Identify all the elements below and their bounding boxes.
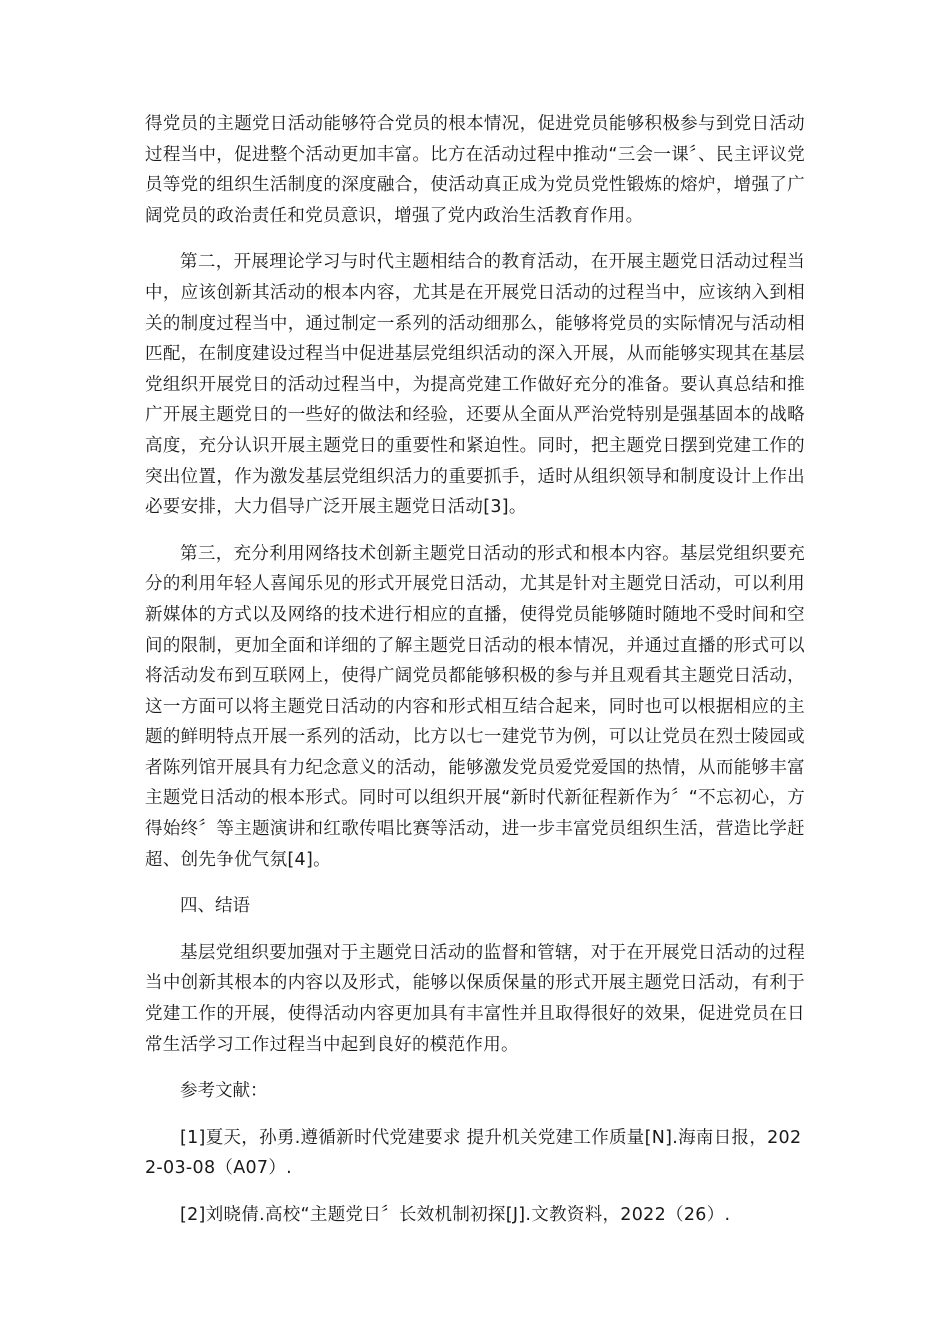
body-paragraph-third: 第三，充分利用网络技术创新主题党日活动的形式和根本内容。基层党组织要充分的利用年轻人喜闻乐见的形式开展党日活动，尤其是针对主题党日活动，可以利用新媒体的方式以及网络的技术进行相应的直播，使得党员能够随时随地不受时间和空间的限制，更加全面和详细的了解主题党日活动的根本情况，并通过直播的形式可以将活动发布到互联网上，使得广阔党员都能够积极的参与并且观看其主题党日活动，这一方面可以将主题党日活动的内容和形式相互结合起来，同时也可以根据相应的主题的鲜明特点开展一系列的活动，比方以七一建党节为例，可以让党员在烈士陵园或者陈列馆开展具有力纪念意义的活动，能够激发党员爱党爱国的热情，从而能够丰富主题党日活动的根本形式。同时可以组织开展“新时代新征程新作为〞“不忘初心，方得始终〞等主题演讲和红歌传唱比赛等活动，进一步丰富党员组织生活，营造比学赶超、创先争优气氛[4]。 <box>145 543 805 870</box>
reference-item-2: [2]刘晓倩.高校“主题党日〞长效机制初探[J].文教资料，2022（26）. <box>180 1205 731 1225</box>
body-paragraph-continued: 得党员的主题党日活动能够符合党员的根本情况，促进党员能够积极参与到党日活动过程当中，促进整个活动更加丰富。比方在活动过程中推动“三会一课〞、民主评议党员等党的组织生活制度的深度融合，使活动真正成为党员党性锻炼的熔炉，增强了广阔党员的政治责任和党员意识，增强了党内政治生活教育作用。 <box>145 114 805 226</box>
references-heading: 参考文献： <box>180 1081 268 1102</box>
reference-item-1: [1]夏天，孙勇.遵循新时代党建要求 提升机关党建工作质量[N].海南日报，2022-03-08（A07）. <box>145 1127 802 1179</box>
conclusion-heading: 四、结语 <box>180 896 250 917</box>
conclusion-paragraph: 基层党组织要加强对于主题党日活动的监督和管辖，对于在开展党日活动的过程当中创新其根本的内容以及形式，能够以保质保量的形式开展主题党日活动，有利于党建工作的开展，使得活动内容更加具有丰富性并且取得很好的效果，促进党员在日常生活学习工作过程当中起到良好的模范作用。 <box>145 942 805 1055</box>
document-page <box>145 109 805 1231</box>
body-paragraph-second: 第二，开展理论学习与时代主题相结合的教育活动，在开展主题党日活动过程当中，应该创新其活动的根本内容，尤其是在开展党日活动的过程当中，应该纳入到相关的制度过程当中，通过制定一系列的活动细那么，能够将党员的实际情况与活动相匹配，在制度建设过程当中促进基层党组织活动的深入开展，从而能够实现其在基层党组织开展党日的活动过程当中，为提高党建工作做好充分的准备。要认真总结和推广开展主题党日的一些好的做法和经验，还要从全面从严治党特别是强基固本的战略高度，充分认识开展主题党日的重要性和紧迫性。同时，把主题党日摆到党建工作的突出位置，作为激发基层党组织活力的重要抓手，适时从组织领导和制度设计上作出必要安排，大力倡导广泛开展主题党日活动[3]。 <box>145 252 805 518</box>
